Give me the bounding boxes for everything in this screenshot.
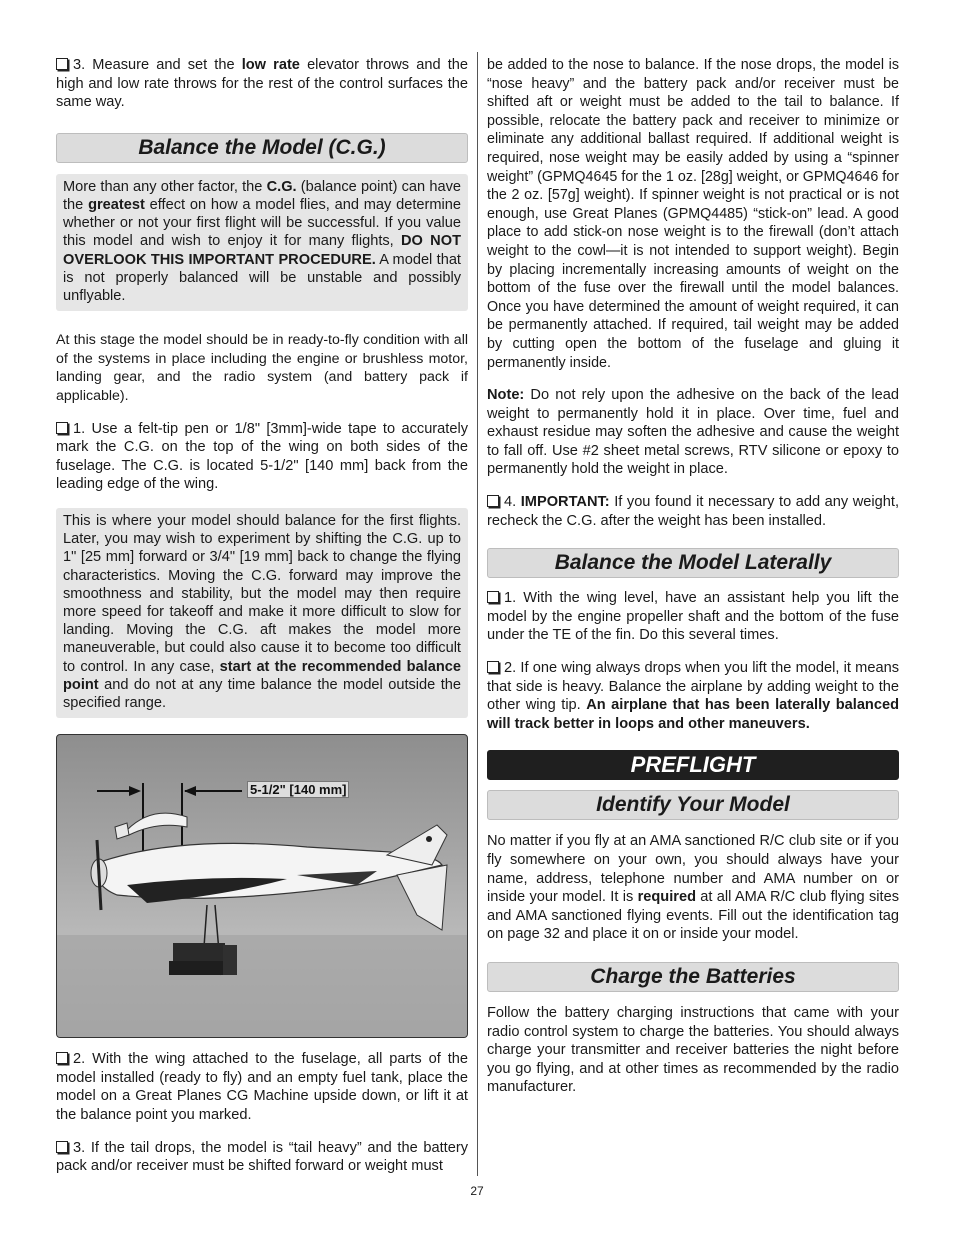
step-1-mark-cg: 1. Use a felt-tip pen or 1/8" [3mm]-wide tape to accurately mark the C.G. on the top of the wing on both sides of the fuselage. The C.G. is located 5-1/2" [140 mm] back from the leading edge of the wing. <box>56 420 468 493</box>
step-3-low-rate: 3. Measure and set the low rate elevator throws and the high and low rate throws for the rest of the control surfaces the same way. <box>56 57 468 111</box>
heading-preflight: PREFLIGHT <box>487 750 899 780</box>
lateral-step-2: 2. If one wing always drops when you lift the model, it means that side is heavy. Balance the airplane by adding weight to the other wing tip. An airplane that has been laterally balanced will track better in loops and other maneuvers. <box>487 660 899 732</box>
page-number: 27 <box>470 1184 484 1198</box>
heading-identify-model: Identify Your Model <box>487 790 899 820</box>
step-3-tail-heavy: 3. If the tail drops, the model is “tail heavy” and the battery pack and/or receiver must be shifted forward or weight must <box>56 1139 468 1175</box>
balance-continuation-paragraph: be added to the nose to balance. If the nose drops, the model is “nose heavy” and the battery pack and/or receiver must be shifted aft or weight must be added to the tail to balance. If possible, relocate the battery pack and receiver to minimize or eliminate any additional ballast required. If additional weight is required, nose weight may be easily added by using a “spinner weight” (GPMQ4645 for the 1 oz. [28g] weight, or GPMQ4646 for the 2 oz. [57g] weight). If spinner weight is not practical or is not enough, use Great Planes (GPMQ4485) “stick-on” lead. A good place to add stick-on nose weight is to the firewall (don’t attach weight to the cowl—it is not intended to support weight). Begin by placing incrementally increasing amounts of weight on the bottom of the fuse over the firewall until the model balances. Once you have determined the amount of weight required, it can be permanently attached. If required, tail weight may be added by cutting open the bottom of the fuselage and gluing it permanently inside. <box>487 57 899 371</box>
checkbox-icon[interactable] <box>487 591 499 603</box>
column-divider <box>477 52 478 1176</box>
cg-balance-photo <box>56 734 468 1038</box>
checkbox-icon[interactable] <box>487 661 499 673</box>
left-column <box>56 56 468 1176</box>
right-column <box>487 56 899 1097</box>
adhesive-note: Note: Do not rely upon the adhesive on the back of the lead weight to permanently hold it in place. Over time, fuel and exhaust residue may soften the adhesive and cause the weight to fall off. Use #2 sheet metal screws, RTV silicone or epoxy to permanently hold the weight in place. <box>487 387 899 478</box>
checkbox-icon[interactable] <box>56 1141 68 1153</box>
ready-to-fly-paragraph: At this stage the model should be in ready-to-fly condition with all of the systems in place including the engine or brushless motor, landing gear, and the radio system (and battery pack if applicable). <box>56 332 468 404</box>
heading-balance-cg: Balance the Model (C.G.) <box>56 133 468 163</box>
step-2-lift-model: 2. With the wing attached to the fuselage, all parts of the model installed (ready to fly) and an empty fuel tank, place the model on a Great Planes CG Machine upside down, or lift it at the balance point you marked. <box>56 1051 468 1123</box>
cg-importance-note: More than any other factor, the C.G. (balance point) can have the greatest effect on how a model flies, and may determine whether or not your first flight will be successful. If you value this model and wish to enjoy it for many flights, DO NOT OVERLOOK THIS IMPORTANT PROCEDURE. A model that is not properly balanced will be unstable and possibly unflyable. <box>56 174 468 311</box>
lateral-step-1: 1. With the wing level, have an assistant help you lift the model by the engine propeller shaft and the bottom of the fuse under the TE of the fin. Do this several times. <box>487 590 899 644</box>
step-4-important: 4. IMPORTANT: If you found it necessary to add any weight, recheck the C.G. after the weight has been installed. <box>487 494 900 529</box>
checkbox-icon[interactable] <box>56 1052 68 1064</box>
charge-paragraph: Follow the battery charging instructions that came with your radio control system to charge the batteries. You should always charge your transmitter and receiver batteries the night before you go flying, and at other times as recommended by the radio manufacturer. <box>487 1004 899 1096</box>
heading-balance-laterally: Balance the Model Laterally <box>487 548 899 578</box>
checkbox-icon[interactable] <box>487 495 499 507</box>
cg-range-note: This is where your model should balance for the first flights. Later, you may wish to experiment by shifting the C.G. up to 1" [25 mm] forward or 3/4" [19 mm] back to change the flying characteristics. Moving the C.G. forward may improve the smoothness and stability, but the model may then require more speed for takeoff and make it more difficult to slow for landing. Moving the C.G. aft makes the model more maneuverable, but could also cause it to become too difficult to control. In any case, start at the recommended balance point and do not at any time balance the model outside the specified range. <box>56 508 468 718</box>
heading-charge-batteries: Charge the Batteries <box>487 962 899 992</box>
checkbox-icon[interactable] <box>56 422 68 434</box>
checkbox-icon[interactable] <box>56 58 68 70</box>
cg-dimension-label: 5-1/2" [140 mm] <box>247 781 349 798</box>
identify-paragraph: No matter if you fly at an AMA sanctioned R/C club site or if you fly somewhere on your own, you should always have your name, address, telephone number and AMA number on or inside your model. It is required at all AMA R/C club flying sites and AMA sanctioned flying events. Fill out the identification tag on page 32 and place it on or inside your model. <box>487 833 900 943</box>
